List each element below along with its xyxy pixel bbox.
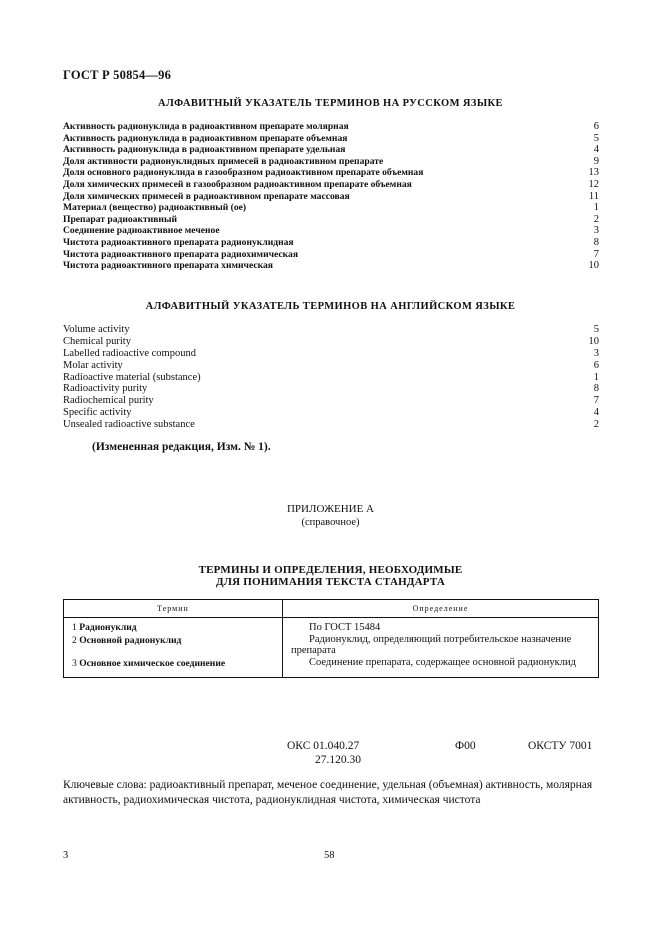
definitions-cell xyxy=(283,618,599,678)
index-row xyxy=(63,133,599,145)
document-number: ГОСТ Р 50854—96 xyxy=(63,68,172,82)
index-row xyxy=(63,419,599,431)
index-number: 12 xyxy=(588,178,599,190)
index-row xyxy=(63,260,599,272)
keywords: Ключевые слова: радиоактивный препарат, меченое соединение, удельная (объемная) активность, молярная активность, радиохимическая чистота, радионуклидная чистота, химическая чистота xyxy=(63,779,593,806)
index-term: Чистота радиоактивного препарата химическая xyxy=(63,260,273,272)
index-row xyxy=(63,225,599,237)
footer-page-number: 58 xyxy=(324,850,335,861)
index-number: 5 xyxy=(593,324,599,335)
term-item xyxy=(72,658,277,671)
oks-code: ОКС 01.040.27 xyxy=(287,740,360,752)
index-number: 10 xyxy=(588,260,599,272)
table-header-row xyxy=(64,600,599,618)
index-number: 1 xyxy=(593,371,599,383)
term-name: Радионуклид xyxy=(79,622,137,633)
index-term: Specific activity xyxy=(63,407,132,419)
column-header-definition: Определение xyxy=(283,600,599,618)
index-term: Volume activity xyxy=(63,324,130,335)
terms-definitions-table xyxy=(63,599,599,678)
index-number: 7 xyxy=(593,395,599,407)
index-number: 2 xyxy=(593,419,599,431)
english-index-list xyxy=(63,324,599,431)
term-item xyxy=(72,635,277,648)
oks-code-secondary: 27.120.30 xyxy=(315,754,361,766)
index-number: 10 xyxy=(588,335,599,347)
index-row xyxy=(63,202,599,214)
f-code: Ф00 xyxy=(455,740,476,752)
table-row xyxy=(64,618,599,678)
definition-text: Радионуклид, определяющий потребительское назначение препарата xyxy=(291,633,572,656)
definition-text: По ГОСТ 15484 xyxy=(309,622,381,633)
index-term: Unsealed radioactive substance xyxy=(63,419,195,431)
index-term: Препарат радиоактивный xyxy=(63,213,177,225)
index-term: Доля химических примесей в газообразном радиоактивном препарате объемная xyxy=(63,178,412,190)
term-name: Основной радионуклид xyxy=(79,634,182,646)
index-number: 13 xyxy=(588,167,599,179)
index-term: Radiochemical purity xyxy=(63,395,154,407)
index-term: Molar activity xyxy=(63,359,123,371)
okstu-code: ОКСТУ 7001 xyxy=(528,740,593,752)
index-number: 2 xyxy=(593,213,599,225)
index-term: Radioactivity purity xyxy=(63,383,148,395)
index-term: Материал (вещество) радиоактивный (ое) xyxy=(63,202,247,214)
russian-index-list xyxy=(63,121,599,272)
index-row xyxy=(63,348,599,360)
index-number: 7 xyxy=(593,248,599,260)
index-row xyxy=(63,407,599,419)
index-term: Доля активности радионуклидных примесей в радиоактивном препарате xyxy=(63,155,384,167)
index-number: 5 xyxy=(593,132,599,144)
index-number: 4 xyxy=(593,144,599,156)
index-row xyxy=(63,167,599,179)
index-number: 8 xyxy=(593,383,599,395)
term-number: 3 xyxy=(72,658,77,669)
index-row xyxy=(63,383,599,395)
index-row xyxy=(63,336,599,348)
index-number: 6 xyxy=(593,359,599,371)
index-term: Radioactive material (substance) xyxy=(63,371,201,383)
appendix-label: ПРИЛОЖЕНИЕ А xyxy=(286,503,374,515)
russian-index-title: АЛФАВИТНЫЙ УКАЗАТЕЛЬ ТЕРМИНОВ НА РУССКОМ ЯЗЫКЕ xyxy=(158,98,503,109)
index-term: Активность радионуклида в радиоактивном препарате удельная xyxy=(63,144,346,156)
index-term: Активность радионуклида в радиоактивном препарате молярная xyxy=(63,121,349,132)
index-row xyxy=(63,179,599,191)
index-number: 8 xyxy=(593,236,599,248)
english-index-title: АЛФАВИТНЫЙ УКАЗАТЕЛЬ ТЕРМИНОВ НА АНГЛИЙСКОМ ЯЗЫКЕ xyxy=(145,301,516,312)
index-term: Labelled radioactive compound xyxy=(63,347,196,359)
term-item xyxy=(72,622,277,635)
index-number: 11 xyxy=(588,190,599,202)
footer-page-left: 3 xyxy=(63,850,69,861)
index-term: Chemical purity xyxy=(63,335,131,347)
index-term: Активность радионуклида в радиоактивном препарате объемная xyxy=(63,132,348,144)
index-row xyxy=(63,191,599,203)
index-row xyxy=(63,395,599,407)
index-row xyxy=(63,360,599,372)
index-term: Доля основного радионуклида в газообразном радиоактивном препарате объемная xyxy=(63,167,424,179)
terms-cell xyxy=(64,618,283,678)
index-number: 6 xyxy=(593,121,599,132)
index-number: 9 xyxy=(593,155,599,167)
appendix-title-line2: ДЛЯ ПОНИМАНИЯ ТЕКСТА СТАНДАРТА xyxy=(216,576,445,588)
index-row xyxy=(63,372,599,384)
revision-note: (Измененная редакция, Изм. № 1). xyxy=(92,441,271,453)
term-number: 2 xyxy=(72,634,77,646)
index-term: Соединение радиоактивное меченое xyxy=(63,225,220,237)
index-row xyxy=(63,249,599,261)
column-header-term: Термин xyxy=(64,600,283,618)
index-row xyxy=(63,237,599,249)
index-row xyxy=(63,214,599,226)
index-number: 1 xyxy=(593,202,599,214)
index-row xyxy=(63,144,599,156)
term-number: 1 xyxy=(72,622,77,633)
index-row xyxy=(63,156,599,168)
index-number: 3 xyxy=(593,347,599,359)
index-number: 3 xyxy=(593,225,599,237)
index-term: Доля химических примесей в радиоактивном препарате массовая xyxy=(63,190,350,202)
index-term: Чистота радиоактивного препарата радионуклидная xyxy=(63,236,294,248)
term-name: Основное химическое соединение xyxy=(79,658,226,669)
definition-text: Соединение препарата, содержащее основной радионуклид xyxy=(309,656,576,668)
index-number: 4 xyxy=(593,407,599,419)
appendix-type: (справочное) xyxy=(301,517,360,528)
index-row xyxy=(63,121,599,133)
index-term: Чистота радиоактивного препарата радиохимическая xyxy=(63,248,299,260)
index-row xyxy=(63,324,599,336)
appendix-title-line1: ТЕРМИНЫ И ОПРЕДЕЛЕНИЯ, НЕОБХОДИМЫЕ xyxy=(198,564,463,576)
